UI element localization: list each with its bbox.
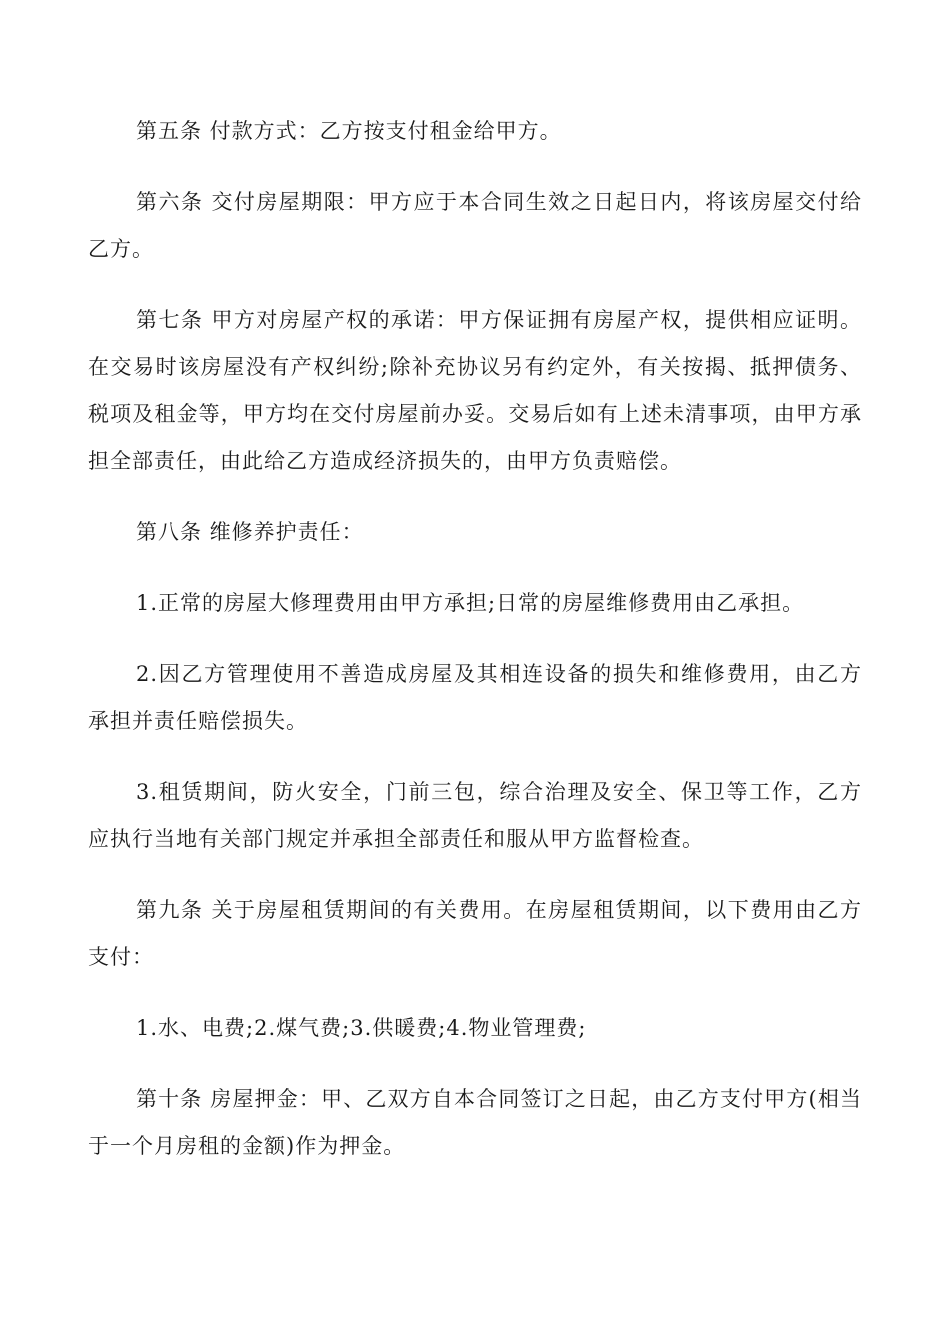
article-9-fee-list: 1.水、电费;2.煤气费;3.供暖费;4.物业管理费; (136, 1016, 587, 1040)
article-8-item-1: 1.正常的房屋大修理费用由甲方承担;日常的房屋维修费用由乙承担。 (136, 591, 805, 615)
article-7-property-rights: 第七条 甲方对房屋产权的承诺：甲方保证拥有房屋产权，提供相应证明。在交易时该房屋没有产权纠纷;除补充协议另有约定外，有关按揭、抵押债务、税项及租金等，甲方均在交付房屋前办妥。交易后如有上述未清事项，由甲方承担全部责任，由此给乙方造成经济损失的，由甲方负责赔偿。 (88, 308, 862, 473)
article-6-delivery-period: 第六条 交付房屋期限：甲方应于本合同生效之日起日内，将该房屋交付给乙方。 (88, 190, 862, 261)
article-5-payment-method: 第五条 付款方式：乙方按支付租金给甲方。 (136, 119, 562, 143)
article-8-item-3: 3.租赁期间，防火安全，门前三包，综合治理及安全、保卫等工作，乙方应执行当地有关部门规定并承担全部责任和服从甲方监督检查。 (88, 780, 862, 851)
article-10-deposit: 第十条 房屋押金：甲、乙双方自本合同签订之日起，由乙方支付甲方(相当于一个月房租的金额)作为押金。 (88, 1087, 862, 1158)
article-9-rental-fees: 第九条 关于房屋租赁期间的有关费用。在房屋租赁期间，以下费用由乙方支付： (88, 898, 862, 969)
article-8-maintenance-heading: 第八条 维修养护责任： (136, 520, 364, 544)
article-8-item-2: 2.因乙方管理使用不善造成房屋及其相连设备的损失和维修费用，由乙方承担并责任赔偿损失。 (88, 662, 862, 733)
